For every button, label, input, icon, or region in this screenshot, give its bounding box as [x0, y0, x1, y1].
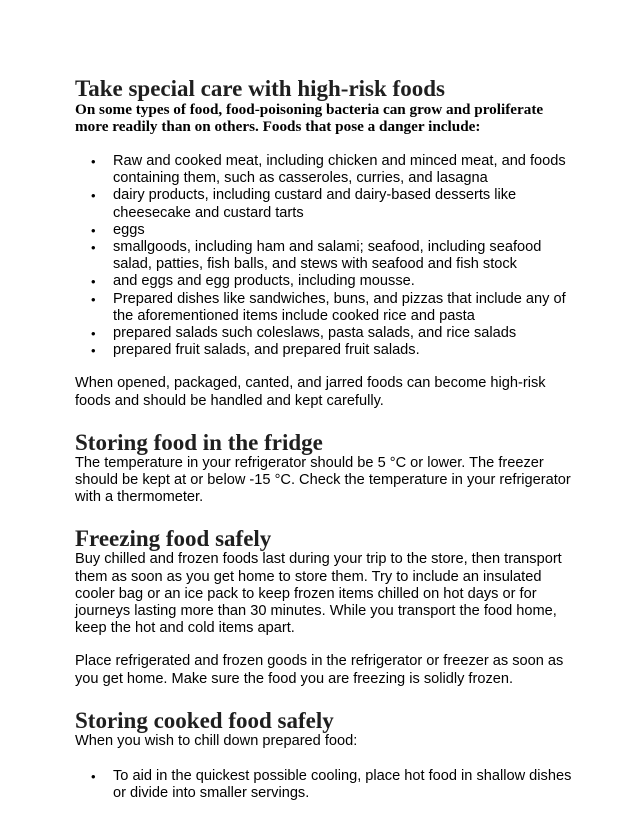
- list-item: • prepared salads such coleslaws, pasta salads, and rice salads: [75, 325, 575, 342]
- cooked-intro: When you wish to chill down prepared food:: [75, 732, 358, 749]
- high-risk-closing: When opened, packaged, canted, and jarred foods can become high-risk foods and should be handled and kept carefully.: [75, 375, 546, 409]
- heading-high-risk-foods: Take special care with high-risk foods: [75, 76, 445, 101]
- document-page: [75, 76, 575, 802]
- list-item: • and eggs and egg products, including mousse.: [75, 273, 575, 290]
- high-risk-food-list: [75, 153, 575, 359]
- fridge-body: The temperature in your refrigerator should be 5 °C or lower. The freezer should be kept at or below -15 °C. Check the temperature in your refrigerator with a thermometer.: [75, 454, 571, 506]
- list-item: • prepared fruit salads, and prepared fruit salads.: [75, 342, 575, 359]
- list-item: • Raw and cooked meat, including chicken and minced meat, and foods containing them, such as casseroles, curries, and lasagna: [75, 153, 575, 187]
- heading-freezing: Freezing food safely: [75, 526, 272, 552]
- list-item: • eggs: [75, 222, 575, 239]
- list-item: • Prepared dishes like sandwiches, buns, and pizzas that include any of the aforementioned items include cooked rice and pasta: [75, 291, 575, 325]
- heading-cooked-food: Storing cooked food safely: [75, 707, 334, 733]
- list-item: • dairy products, including custard and dairy-based desserts like cheesecake and custard tarts: [75, 187, 575, 221]
- cooked-food-list: [75, 768, 575, 802]
- list-item: • smallgoods, including ham and salami; seafood, including seafood salad, patties, fish balls, and stews with seafood and fish stock: [75, 239, 575, 273]
- freezing-para-1: Buy chilled and frozen foods last during your trip to the store, then transport them as soon as you get home to store them. Try to include an insulated cooler bag or an ice pack to keep frozen items chilled on hot days or for journeys lasting more than 30 minutes. While you transport the food home, keep the hot and cold items apart.: [75, 551, 562, 637]
- heading-fridge: Storing food in the fridge: [75, 429, 323, 455]
- high-risk-intro: On some types of food, food-poisoning bacteria can grow and proliferate more readily than on others. Foods that pose a danger include:: [75, 101, 544, 135]
- list-item: • To aid in the quickest possible cooling, place hot food in shallow dishes or divide into smaller servings.: [75, 768, 575, 802]
- freezing-para-2: Place refrigerated and frozen goods in the refrigerator or freezer as soon as you get home. Make sure the food you are freezing is solidly frozen.: [75, 653, 564, 687]
